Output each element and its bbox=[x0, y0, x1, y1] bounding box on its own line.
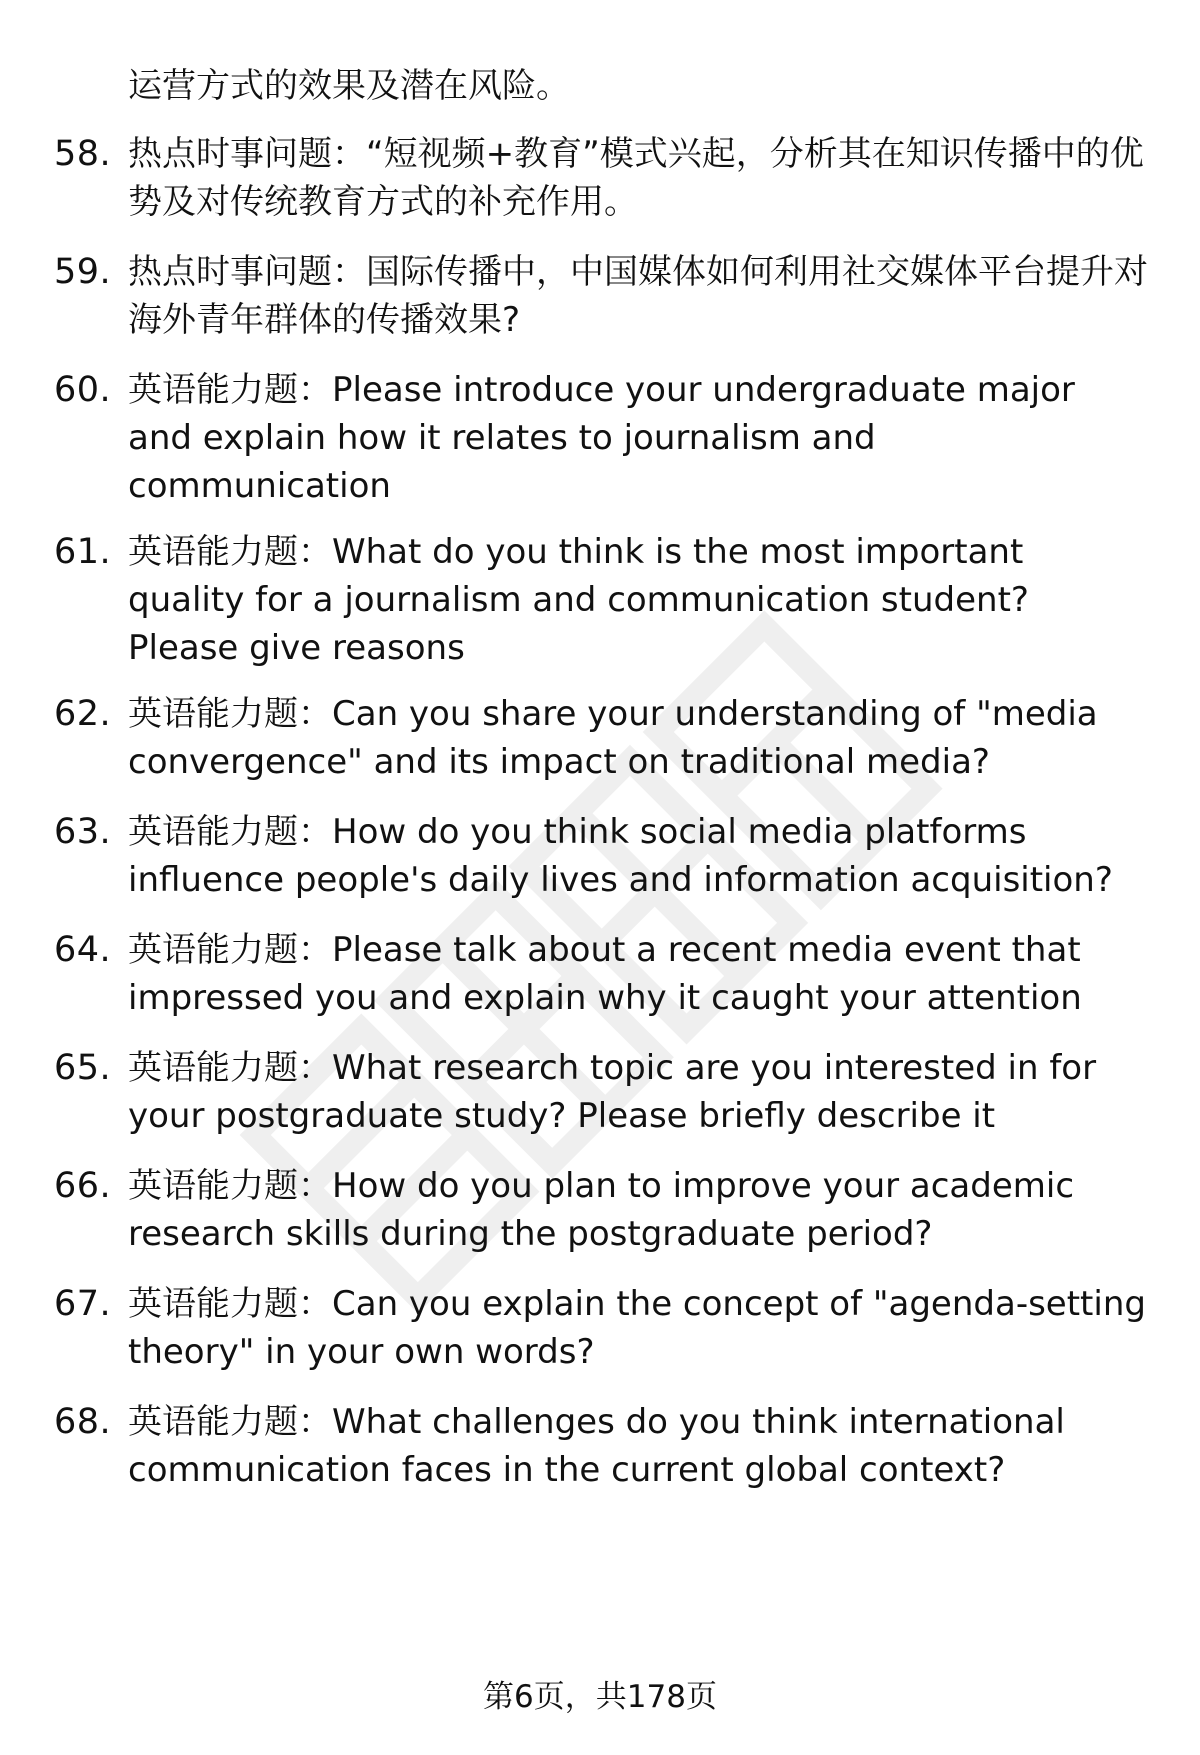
question-text: 英语能力题：Please introduce your undergraduate major and explain how it relates to journalism and communication bbox=[128, 370, 1075, 506]
question-number: 61. bbox=[54, 532, 112, 572]
question-text: 英语能力题：Can you share your understanding of "media convergence" and its impact on traditional media? bbox=[128, 694, 1098, 782]
question-number: 62. bbox=[54, 694, 112, 734]
question-number: 66. bbox=[54, 1166, 112, 1206]
question-text: 英语能力题：How do you think social media platforms influence people's daily lives and information acquisition? bbox=[128, 812, 1113, 900]
question-number: 67. bbox=[54, 1284, 112, 1324]
question-text: 英语能力题：What challenges do you think international communication faces in the current global context? bbox=[128, 1402, 1065, 1490]
page-footer: 第6页，共178页 bbox=[483, 1679, 717, 1715]
question-number: 60. bbox=[54, 370, 112, 410]
question-number: 64. bbox=[54, 930, 112, 970]
question-text: 英语能力题：Can you explain the concept of "agenda-setting theory" in your own words? bbox=[128, 1284, 1146, 1372]
question-number: 63. bbox=[54, 812, 112, 852]
question-text: 英语能力题：What do you think is the most important quality for a journalism and communication student? Please give reasons bbox=[128, 532, 1029, 668]
continuation-text: 运营方式的效果及潜在风险。 bbox=[128, 66, 570, 106]
question-text: 热点时事问题：国际传播中，中国媒体如何利用社交媒体平台提升对海外青年群体的传播效果? bbox=[128, 252, 1148, 340]
question-number: 68. bbox=[54, 1402, 112, 1442]
question-number: 65. bbox=[54, 1048, 112, 1088]
question-number: 59. bbox=[54, 252, 112, 292]
question-number: 58. bbox=[54, 134, 112, 174]
question-text: 英语能力题：Please talk about a recent media event that impressed you and explain why it caught your attention bbox=[128, 930, 1082, 1018]
question-text: 热点时事问题：“短视频+教育”模式兴起，分析其在知识传播中的优势及对传统教育方式的补充作用。 bbox=[128, 134, 1144, 222]
question-text: 英语能力题：How do you plan to improve your academic research skills during the postgraduate period? bbox=[128, 1166, 1075, 1254]
question-text: 英语能力题：What research topic are you interested in for your postgraduate study? Please briefly describe it bbox=[128, 1048, 1097, 1136]
